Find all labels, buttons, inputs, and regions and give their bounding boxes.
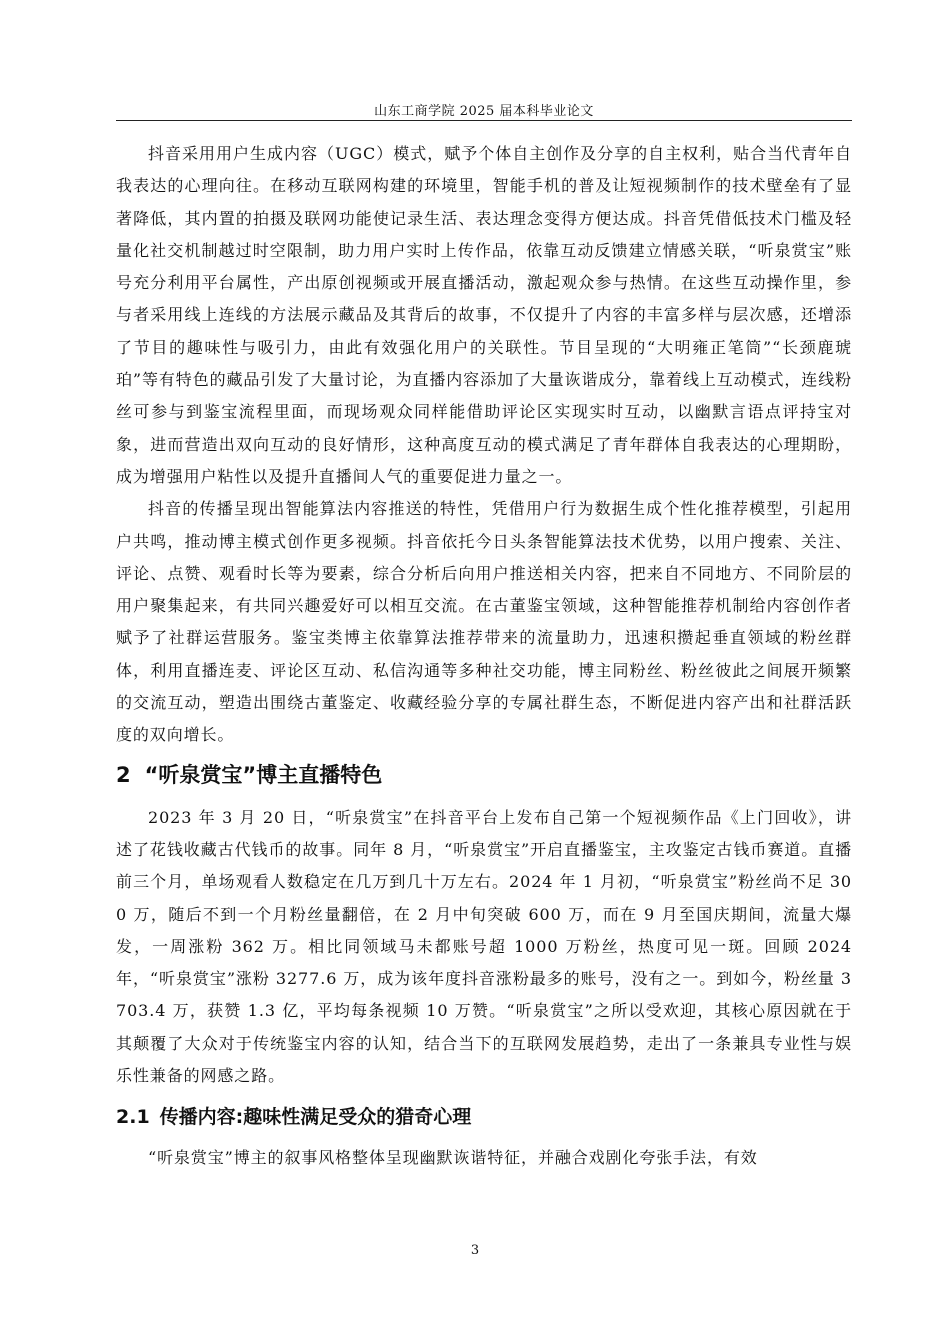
running-header: 山东工商学院 2025 届本科毕业论文 — [374, 104, 594, 119]
subsection-number: 2.1 — [116, 1106, 150, 1129]
body-paragraph-1: 抖音采用用户生成内容（UGC）模式，赋予个体自主创作及分享的自主权利，贴合当代青年自我表达的心理向往。在移动互联网构建的环境里，智能手机的普及让短视频制作的技术壁垒有了显著降低，其内置的拍摄及联网功能使记录生活、表达理念变得方便达成。抖音凭借低技术门槛及轻量化社交机制越过时空限制，助力用户实时上传作品，依靠互动反馈建立情感关联，“听泉赏宝”账号充分利用平台属性，产出原创视频或开展直播活动，激起观众参与热情。在这些互动操作里，参与者采用线上连线的方法展示藏品及其背后的故事，不仅提升了内容的丰富多样与层次感，还增添了节目的趣味性与吸引力，由此有效强化用户的关联性。节目呈现的“大明雍正笔筒”“长颈鹿琥珀”等有特色的藏品引发了大量讨论，为直播内容添加了大量诙谐成分，靠着线上互动模式，连线粉丝可参与到鉴宝流程里面，而现场观众同样能借助评论区实现实时互动，以幽默言语点评持宝对象，进而营造出双向互动的良好情形，这种高度互动的模式满足了青年群体自我表达的心理期盼，成为增强用户粘性以及提升直播间人气的重要促进力量之一。 — [116, 144, 852, 486]
section-number: 2 — [116, 762, 131, 787]
subsection-title: 传播内容:趣味性满足受众的猎奇心理 — [159, 1106, 472, 1129]
page-number: 3 — [470, 1243, 480, 1258]
header-rule — [116, 120, 852, 121]
subsection-2-1-paragraph: “听泉赏宝”博主的叙事风格整体呈现幽默诙谐特征，并融合戏剧化夸张手法，有效 — [148, 1148, 758, 1168]
body-paragraph-2: 抖音的传播呈现出智能算法内容推送的特性，凭借用户行为数据生成个性化推荐模型，引起用户共鸣，推动博主模式创作更多视频。抖音依托今日头条智能算法技术优势，以用户搜索、关注、评论、点赞、观看时长等为要素，综合分析后向用户推送相关内容，把来自不同地方、不同阶层的用户聚集起来，有共同兴趣爱好可以相互交流。在古董鉴宝领域，这种智能推荐机制给内容创作者赋予了社群运营服务。鉴宝类博主依靠算法推荐带来的流量助力，迅速积攒起垂直领域的粉丝群体，利用直播连麦、评论区互动、私信沟通等多种社交功能，博主同粉丝、粉丝彼此之间展开频繁的交流互动，塑造出围绕古董鉴定、收藏经验分享的专属社群生态，不断促进内容产出和社群活跃度的双向增长。 — [116, 499, 852, 745]
subsection-heading-2-1 — [116, 1100, 852, 1134]
section-2-paragraph: 2023 年 3 月 20 日，“听泉赏宝”在抖音平台上发布自己第一个短视频作品《上门回收》，讲述了花钱收藏古代钱币的故事。同年 8 月，“听泉赏宝”开启直播鉴宝，主攻鉴定古钱币赛道。直播前三个月，单场观看人数稳定在几万到几十万左右。2024 年 1 月初，“听泉赏宝”粉丝尚不足 300 万，随后不到一个月粉丝量翻倍，在 2 月中旬突破 600 万，而在 9 月至国庆期间，流量大爆发，一周涨粉 362 万。相比同领域马未都账号超 1000 万粉丝，热度可见一斑。回顾 2024 年，“听泉赏宝”涨粉 3277.6 万，成为该年度抖音涨粉最多的账号，没有之一。到如今，粉丝量 3703.4 万，获赞 1.3 亿，平均每条视频 10 万赞。“听泉赏宝”之所以受欢迎，其核心原因就在于其颠覆了大众对于传统鉴宝内容的认知，结合当下的互联网发展趋势，走出了一条兼具专业性与娱乐性兼备的网感之路。 — [116, 807, 852, 1086]
section-title: “听泉赏宝”博主直播特色 — [144, 762, 383, 787]
document-body — [116, 138, 852, 1175]
section-heading-2 — [116, 758, 852, 792]
